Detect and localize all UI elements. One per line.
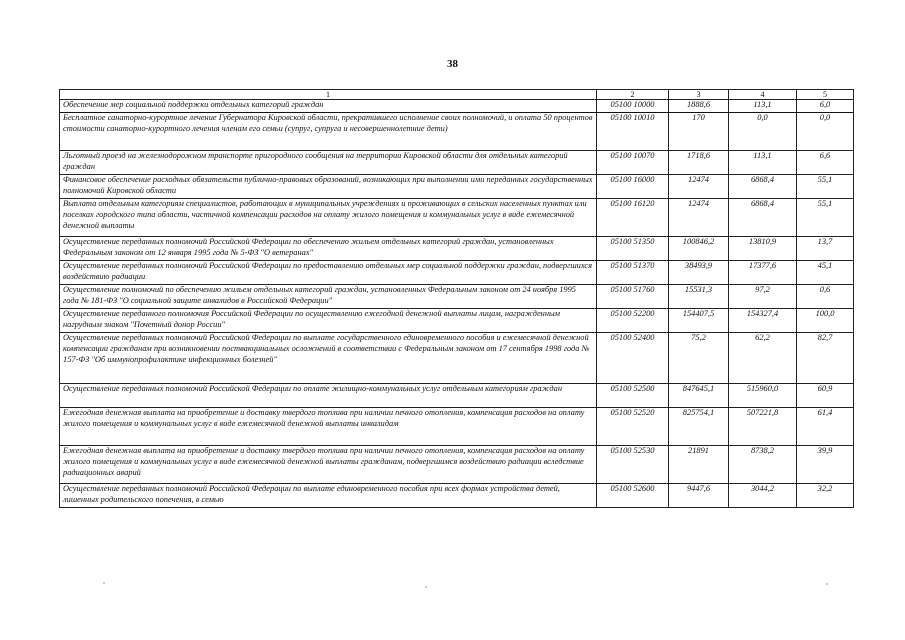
row-value-col4: 13810,9 <box>729 237 797 261</box>
row-budget-code: 05100 52200 <box>597 309 669 333</box>
row-description: Ежегодная денежная выплата на приобретение и доставку твердого топлива при наличии печного отопления, компенсация расходов на оплату жилого помещения и коммунальных услуг в виде ежемесячной денежной выплаты инвалидам <box>60 408 597 446</box>
row-value-col5: 82,7 <box>797 333 854 384</box>
row-description: Осуществление переданных полномочий Российской Федерации по выплате государственного единовременного пособия и ежемесячной денежной компенсации гражданам при возникновении поствакцинальных осложнений в соответствии с Федеральным законом от 17 сентября 1998 года № 157-ФЗ "Об иммунопрофилактике инфекционных болезней" <box>60 333 597 384</box>
row-value-col4: 17377,6 <box>729 261 797 285</box>
header-col-2: 2 <box>597 90 669 100</box>
table-row <box>60 484 854 508</box>
header-col-4: 4 <box>729 90 797 100</box>
row-value-col3: 12474 <box>669 199 729 237</box>
row-value-col3: 12474 <box>669 175 729 199</box>
row-value-col5: 39,9 <box>797 446 854 484</box>
row-value-col5: 32,2 <box>797 484 854 508</box>
row-value-col5: 55,1 <box>797 199 854 237</box>
row-value-col4: 113,1 <box>729 151 797 175</box>
row-description: Финансовое обеспечение расходных обязательств публично-правовых образований, возникающих при выполнении ими переданных государственных полномочий Кировской области <box>60 175 597 199</box>
row-description: Осуществление переданных полномочий Российской Федерации по обеспечению жильем отдельных категорий граждан, установленных Федеральным законом от 12 января 1995 года № 5-ФЗ "О ветеранах" <box>60 237 597 261</box>
row-budget-code: 05100 10010 <box>597 113 669 151</box>
row-value-col4: 113,1 <box>729 100 797 113</box>
table-row <box>60 446 854 484</box>
row-value-col3: 1718,6 <box>669 151 729 175</box>
table-row <box>60 285 854 309</box>
row-value-col5: 61,4 <box>797 408 854 446</box>
table-row <box>60 199 854 237</box>
row-value-col4: 0,0 <box>729 113 797 151</box>
row-budget-code: 05100 52600 <box>597 484 669 508</box>
row-value-col3: 100846,2 <box>669 237 729 261</box>
row-value-col4: 6868,4 <box>729 199 797 237</box>
row-value-col5: 6,6 <box>797 151 854 175</box>
row-value-col3: 38493,9 <box>669 261 729 285</box>
row-budget-code: 05100 51350 <box>597 237 669 261</box>
row-budget-code: 05100 16120 <box>597 199 669 237</box>
row-budget-code: 05100 51760 <box>597 285 669 309</box>
row-value-col5: 55,1 <box>797 175 854 199</box>
table-row <box>60 237 854 261</box>
row-budget-code: 05100 10070 <box>597 151 669 175</box>
row-value-col3: 154407,5 <box>669 309 729 333</box>
row-description: Осуществление переданных полномочий Российской Федерации по выплате единовременного пособия при всех формах устройства детей, лишенных родительского попечения, в семью <box>60 484 597 508</box>
row-budget-code: 05100 52400 <box>597 333 669 384</box>
row-description: Обеспечение мер социальной поддержки отдельных категорий граждан <box>60 100 597 113</box>
table-row <box>60 113 854 151</box>
row-description: Осуществление переданного полномочия Российской Федерации по осуществлению ежегодной денежной выплаты лицам, награжденным нагрудным знаком "Почетный донор России" <box>60 309 597 333</box>
row-value-col4: 515960,0 <box>729 384 797 408</box>
table-row <box>60 384 854 408</box>
row-value-col5: 60,9 <box>797 384 854 408</box>
table-row <box>60 261 854 285</box>
row-value-col5: 45,1 <box>797 261 854 285</box>
row-value-col3: 9447,6 <box>669 484 729 508</box>
row-budget-code: 05100 10000 <box>597 100 669 113</box>
row-value-col3: 825754,1 <box>669 408 729 446</box>
header-col-3: 3 <box>669 90 729 100</box>
row-budget-code: 05100 52530 <box>597 446 669 484</box>
row-value-col5: 100,0 <box>797 309 854 333</box>
table-row <box>60 333 854 384</box>
row-value-col3: 15531,3 <box>669 285 729 309</box>
page-number: 38 <box>447 58 458 70</box>
row-description: Осуществление полномочий по обеспечению жильем отдельных категорий граждан, установленных Федеральным законом от 24 ноября 1995 года № 181-ФЗ "О социальной защите инвалидов в Российской Федерации" <box>60 285 597 309</box>
header-col-1: 1 <box>60 90 597 100</box>
row-value-col4: 6868,4 <box>729 175 797 199</box>
row-value-col4: 507221,8 <box>729 408 797 446</box>
scan-speck <box>103 582 105 584</box>
scan-speck <box>826 583 828 585</box>
budget-table <box>59 89 854 508</box>
table-row <box>60 309 854 333</box>
row-description: Осуществление переданных полномочий Российской Федерации по предоставлению отдельных мер социальной поддержки граждан, подвергшихся воздействию радиации <box>60 261 597 285</box>
row-description: Выплата отдельным категориям специалистов, работающих в муниципальных учреждениях и проживающих в сельских населенных пунктах или поселках городского типа области, частичной компенсации расходов на оплату жилого помещения и коммунальных услуг в виде ежемесячной денежной выплаты <box>60 199 597 237</box>
row-value-col5: 0,0 <box>797 113 854 151</box>
row-value-col3: 1888,6 <box>669 100 729 113</box>
row-budget-code: 05100 52500 <box>597 384 669 408</box>
row-budget-code: 05100 51370 <box>597 261 669 285</box>
row-budget-code: 05100 52520 <box>597 408 669 446</box>
row-value-col4: 8738,2 <box>729 446 797 484</box>
row-value-col5: 0,6 <box>797 285 854 309</box>
scan-speck <box>425 586 427 588</box>
table-header-row <box>60 90 854 100</box>
row-value-col3: 75,2 <box>669 333 729 384</box>
table-row <box>60 175 854 199</box>
row-description: Ежегодная денежная выплата на приобретение и доставку твердого топлива при наличии печного отопления, компенсация расходов на оплату жилого помещения и коммунальных услуг в виде ежемесячной денежной выплаты гражданам, подвергшимся воздействию радиации вследствие радиационных аварий <box>60 446 597 484</box>
row-value-col3: 21891 <box>669 446 729 484</box>
table-row <box>60 151 854 175</box>
row-value-col4: 3044,2 <box>729 484 797 508</box>
row-budget-code: 05100 16000 <box>597 175 669 199</box>
table-row <box>60 408 854 446</box>
row-description: Льготный проезд на железнодорожном транспорте пригородного сообщения на территории Кировской области для отдельных категорий граждан <box>60 151 597 175</box>
row-value-col5: 13,7 <box>797 237 854 261</box>
header-col-5: 5 <box>797 90 854 100</box>
row-value-col5: 6,0 <box>797 100 854 113</box>
row-value-col3: 170 <box>669 113 729 151</box>
row-description: Осуществление переданных полномочий Российской Федерации по оплате жилищно-коммунальных услуг отдельным категориям граждан <box>60 384 597 408</box>
row-value-col4: 154327,4 <box>729 309 797 333</box>
row-value-col4: 62,2 <box>729 333 797 384</box>
table-row <box>60 100 854 113</box>
row-value-col4: 97,2 <box>729 285 797 309</box>
row-value-col3: 847645,1 <box>669 384 729 408</box>
row-description: Бесплатное санаторно-курортное лечение Губернатора Кировской области, прекратившего исполнение своих полномочий, и оплата 50 процентов стоимости санаторно-курортного лечения членам его семьи (супруг, супруга и несовершеннолетние дети) <box>60 113 597 151</box>
